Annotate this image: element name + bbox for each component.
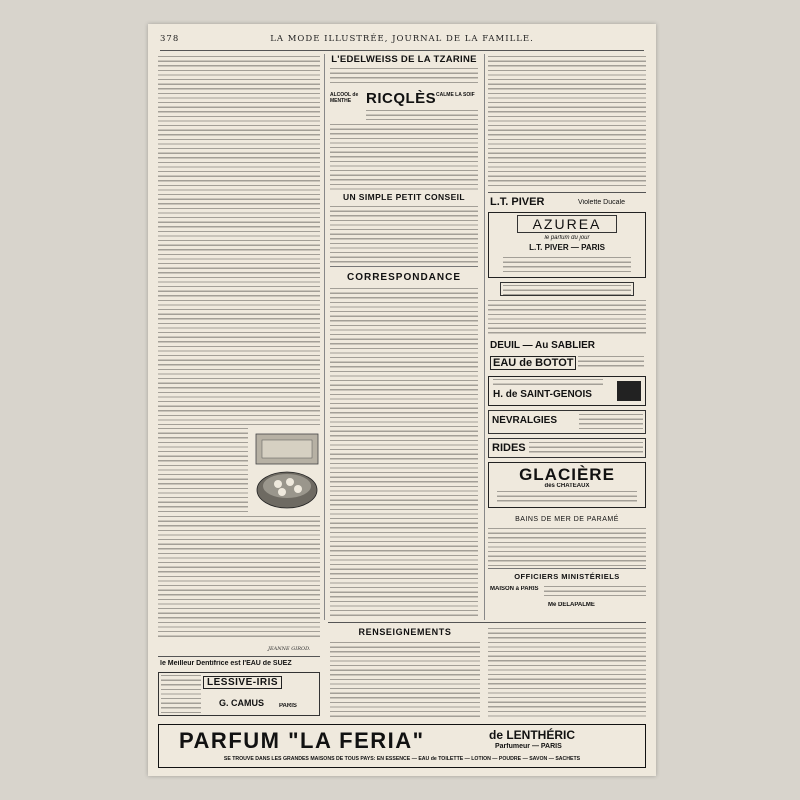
left-article-text xyxy=(158,56,320,426)
magazine-page xyxy=(148,24,656,776)
edelweiss-text xyxy=(330,68,478,86)
la-feria-ad xyxy=(158,724,646,768)
glaciere-subtitle: des CHATEAUX xyxy=(544,483,590,489)
lessive-iris-logo: LESSIVE-IRIS xyxy=(203,676,282,689)
rides-ad xyxy=(488,438,646,458)
azurea-subtitle: le parfum du jour xyxy=(544,235,590,241)
cantine-ad xyxy=(500,282,634,296)
lentheric-brand: de LENTHÉRIC xyxy=(489,728,576,742)
header-rule xyxy=(160,50,644,51)
maison-paris: MAISON à PARIS xyxy=(490,586,539,592)
right-notice-text xyxy=(488,300,646,336)
conseil-text xyxy=(330,206,478,264)
running-title: LA MODE ILLUSTRÉE, JOURNAL DE LA FAMILLE. xyxy=(270,34,534,44)
cosmetic-box-illustration xyxy=(252,428,322,514)
deuil-sablier-ad: DEUIL — Au SABLIER xyxy=(490,340,596,351)
rides-title: RIDES xyxy=(492,442,526,454)
lt-piver-brand: L.T. PIVER xyxy=(490,196,545,208)
article-signature: JEANNE GIROD. xyxy=(268,646,311,652)
ricqles-left-text: ALCOOL de MENTHE xyxy=(330,92,359,104)
conseil-title: UN SIMPLE PETIT CONSEIL xyxy=(342,192,466,202)
officiers-title: OFFICIERS MINISTÉRIELS xyxy=(514,572,620,581)
left-article-text-narrow xyxy=(158,428,248,512)
saint-genois-ad xyxy=(488,376,646,406)
camus-name: G. CAMUS xyxy=(219,698,264,708)
page-header xyxy=(160,34,644,48)
renseignements-text-right xyxy=(488,628,646,718)
ricqles-text xyxy=(330,124,478,190)
correspondance-title: CORRESPONDANCE xyxy=(346,272,461,283)
delapalme-name: Me DELAPALME xyxy=(548,602,595,608)
glaciere-ad xyxy=(488,462,646,508)
renseignements-rule xyxy=(328,622,646,623)
left-article-text-lower xyxy=(158,516,320,640)
ricqles-right-text: CALME LA SOIF xyxy=(436,92,475,98)
saint-genois-badge xyxy=(617,381,641,401)
ricqles-brand: RICQLÈS xyxy=(366,90,437,107)
nevralgies-ad xyxy=(488,410,646,434)
lessive-iris-ad xyxy=(158,672,320,716)
bains-text xyxy=(488,528,646,566)
camus-city: PARIS xyxy=(279,703,297,709)
ricqles-ad xyxy=(330,90,478,122)
correspondance-rule xyxy=(330,266,478,267)
la-feria-title: PARFUM "LA FERIA" xyxy=(179,728,425,753)
violette-ducale: Violette Ducale xyxy=(578,199,625,206)
azurea-maker: L.T. PIVER — PARIS xyxy=(529,243,605,252)
column-separator-left xyxy=(324,54,325,620)
la-feria-subline: SE TROUVE DANS LES GRANDES MAISONS DE TOUS PAYS: EN ESSENCE — EAU de TOILETTE — LOTION — POUDRE — SAVON — SACHETS xyxy=(223,756,581,762)
lentheric-subtitle: Parfumeur — PARIS xyxy=(495,743,562,750)
left-ad-rule xyxy=(158,656,320,657)
renseignements-title: RENSEIGNEMENTS xyxy=(358,627,452,637)
botot-text xyxy=(578,356,644,370)
column-separator-right xyxy=(484,54,485,620)
saint-genois-name: H. de SAINT-GENOIS xyxy=(493,389,592,400)
azurea-title: AZUREA xyxy=(517,215,617,233)
renseignements-text-left xyxy=(330,642,480,718)
piver-rule xyxy=(488,192,646,193)
azurea-ad xyxy=(488,212,646,278)
page-number: 378 xyxy=(160,34,180,44)
glaciere-title: GLACIÈRE xyxy=(519,465,615,484)
nevralgies-title: NÉVRALGIES xyxy=(492,415,558,426)
officiers-rule xyxy=(488,568,646,569)
correspondance-text xyxy=(330,288,478,618)
edelweiss-title: L'EDELWEISS DE LA TZARINE xyxy=(331,54,477,65)
bains-parame-title: BAINS DE MER DE PARAMÉ xyxy=(515,516,619,523)
eau-de-suez-ad: le Meilleur Dentifrice est l'EAU de SUEZ xyxy=(160,660,292,667)
maison-text xyxy=(544,586,646,596)
eau-de-botot-ad: EAU de BOTOT xyxy=(490,356,576,370)
right-article-text xyxy=(488,56,646,188)
